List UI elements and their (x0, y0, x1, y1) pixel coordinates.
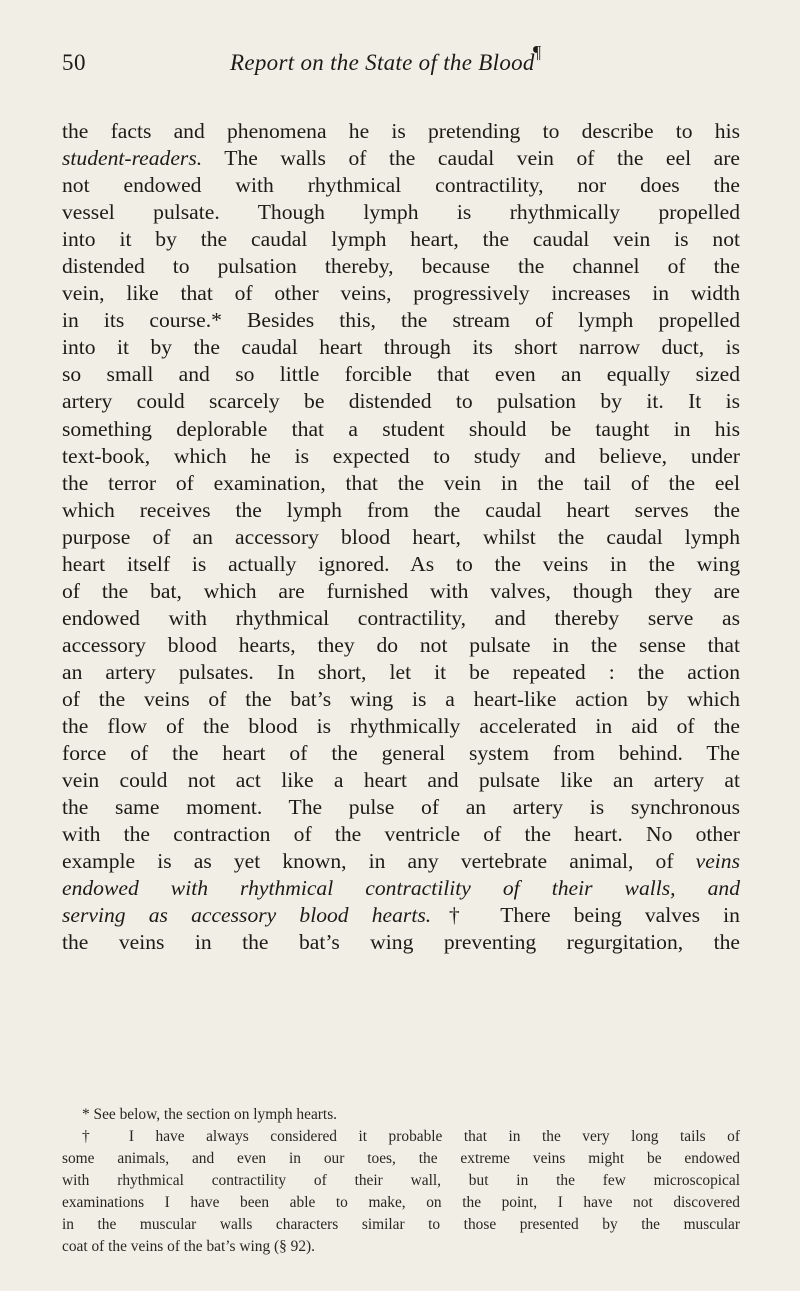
body-line: into it by the caudal heart through its short narrow duct, is (62, 335, 740, 360)
italic-phrase: veins (695, 849, 740, 874)
body-line: heart itself is actually ignored. As to the veins in the wing (62, 551, 740, 576)
running-head (62, 42, 748, 90)
body-line: the facts and phenomena he is pretending to describe to his (62, 119, 740, 143)
body-line: the terror of examination, that the vein in the tail of the eel (62, 470, 740, 495)
italic-phrase: student-readers. (62, 146, 203, 171)
italic-phrase: serving as accessory blood hearts. (62, 903, 432, 928)
body-line: of the bat, which are furnished with valves, though they are (62, 578, 740, 603)
footnotes (62, 1104, 740, 1258)
body-line: something deplorable that a student should be taught in his (62, 416, 740, 441)
body-line: an artery pulsates. In short, let it be repeated : the action (62, 659, 740, 684)
body-line: in its course.* Besides this, the stream of lymph propelled (62, 308, 740, 333)
body-line: of the veins of the bat’s wing is a heart-like action by which (62, 686, 740, 711)
ink-mark: ¶ (533, 42, 542, 62)
body-line: the veins in the bat’s wing preventing regurgitation, the (62, 930, 740, 955)
body-line: with the contraction of the ventricle of the heart. No other (62, 822, 740, 847)
running-title: Report on the State of the Blood (230, 50, 535, 75)
footnote-line: with rhythmical contractility of their wall, but in the few microscopical (62, 1172, 740, 1189)
body-line: accessory blood hearts, they do not pulsate in the sense that (62, 632, 740, 657)
body-line: force of the heart of the general system from behind. The (62, 741, 740, 766)
body-line: purpose of an accessory blood heart, whilst the caudal lymph (62, 524, 740, 549)
body-line: distended to pulsation thereby, because the channel of the (62, 254, 740, 279)
body-line: which receives the lymph from the caudal heart serves the (62, 497, 740, 522)
body-text (62, 118, 740, 956)
body-line: text-book, which he is expected to study and believe, under (62, 443, 740, 468)
body-line: the flow of the blood is rhythmically accelerated in aid of the (62, 714, 740, 739)
body-line: into it by the caudal lymph heart, the caudal vein is not (62, 227, 740, 252)
body-line: student-readers. The walls of the caudal vein of the eel are (62, 146, 740, 171)
footnote-line: some animals, and even in our toes, the extreme veins might be endowed (62, 1150, 740, 1167)
footnote-line: * See below, the section on lymph hearts. (82, 1106, 338, 1123)
body-line: artery could scarcely be distended to pulsation by it. It is (62, 389, 740, 414)
footnote-line: in the muscular walls characters similar to those presented by the muscular (62, 1216, 740, 1233)
body-line: vein could not act like a heart and pulsate like an artery at (62, 768, 740, 793)
body-line: the same moment. The pulse of an artery is synchronous (62, 795, 740, 820)
body-line: example is as yet known, in any vertebrate animal, of veins (62, 849, 740, 874)
italic-phrase: endowed with rhythmical contractility of their walls, and (62, 876, 740, 901)
body-line: vessel pulsate. Though lymph is rhythmically propelled (62, 200, 740, 225)
footnote-line: examinations I have been able to make, on the point, I have not discovered (62, 1194, 740, 1211)
body-line: vein, like that of other veins, progressively increases in width (62, 281, 740, 306)
body-line: endowed with rhythmical contractility, and thereby serve as (62, 605, 740, 630)
body-line: so small and so little forcible that even an equally sized (62, 362, 740, 387)
body-line (62, 875, 740, 902)
footnote-line: † I have always considered it probable that in the very long tails of (82, 1128, 740, 1145)
body-line: serving as accessory blood hearts.† There being valves in (62, 903, 740, 928)
page-number: 50 (62, 50, 86, 75)
footnote-line: coat of the veins of the bat’s wing (§ 92). (62, 1238, 316, 1255)
body-line: not endowed with rhythmical contractility, nor does the (62, 173, 740, 198)
